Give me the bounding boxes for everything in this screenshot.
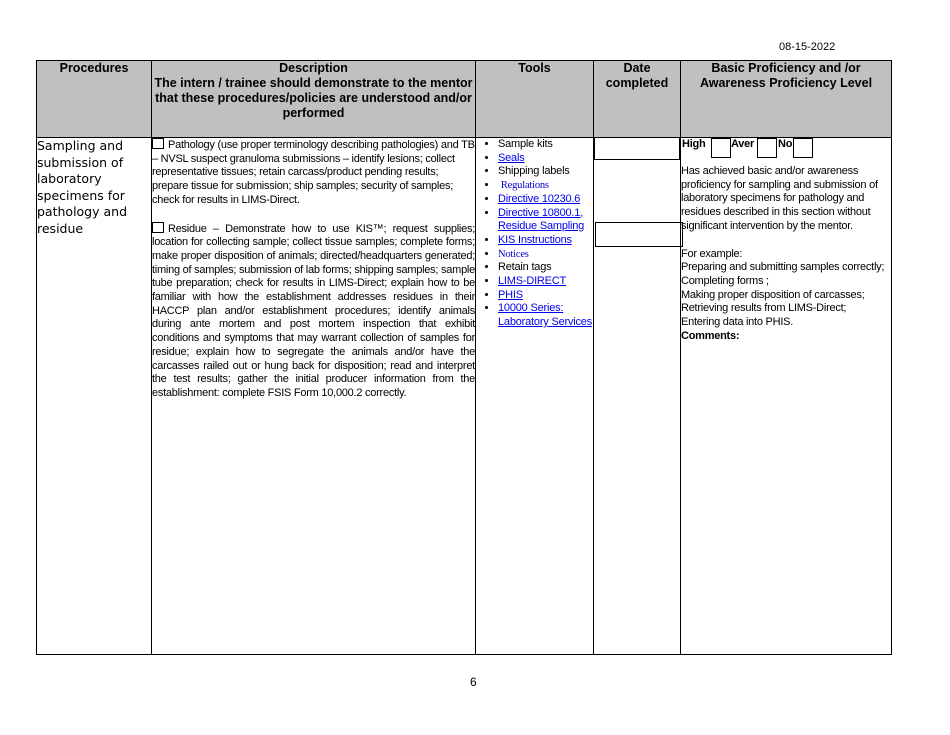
comments-label: Comments:: [681, 329, 740, 342]
lims-direct-link[interactable]: LIMS-DIRECT: [498, 275, 567, 288]
tool-kis-item: [498, 234, 593, 248]
tool-notices-item: [498, 248, 593, 262]
proficiency-levels: [681, 138, 891, 160]
description-cell: [152, 138, 476, 655]
tool-phis-item: [498, 289, 593, 303]
proficiency-cell: [681, 138, 892, 655]
example-item: Making proper disposition of carcasses;: [681, 288, 865, 301]
residue-text: Residue – Demonstrate how to use KIS™; request supplies; location for collecting sample; collect tissue samples; complete forms; make proper disposition of animals; directed/headquarters generated; timing of samples; submission of lab forms; shipping samples; sample tube preparation; check for results in LIMS-Direct; explain how to be familiar with how the establishment addresses residues in their HACCP plan and/or establishment procedures; identify animals during ante mortem and post mortem inspection that exhibit conditions and symptoms that may warrant collection of samples for residue; explain how to segregate the animals and/or have the carcasses railed out or hung back for disposition; read and interpret the test results; gather the initial producer information from the establishment: complete FSIS Form 10,000.2 correctly.: [152, 222, 475, 399]
date-field-pathology[interactable]: [594, 138, 680, 160]
level-high-box[interactable]: [711, 138, 731, 158]
header-procedures: Procedures: [37, 61, 152, 138]
procedures-table: [36, 60, 892, 655]
phis-link[interactable]: PHIS: [498, 288, 523, 301]
tool-shipping-labels: • Shipping labels: [498, 165, 593, 179]
level-no-label: No: [778, 138, 793, 150]
date-field-residue[interactable]: [595, 222, 683, 247]
directive-10230-link[interactable]: Directive 10230.6: [498, 192, 581, 205]
header-tools: Tools: [476, 61, 594, 138]
seals-link[interactable]: Seals: [498, 151, 525, 164]
pathology-checkbox[interactable]: [152, 138, 164, 149]
header-description-subtitle: The intern / trainee should demonstrate to the mentor that these procedures/policies are understood and/or performed: [154, 76, 473, 120]
level-high-label: High: [682, 138, 706, 150]
tools-cell: [476, 138, 594, 655]
procedure-cell: Sampling and submission of laboratory specimens for pathology and residue: [37, 138, 152, 655]
level-no-box[interactable]: [793, 138, 813, 158]
tool-directive-10230-item: [498, 193, 593, 207]
tool-seals-item: [498, 152, 593, 166]
tool-lims-item: [498, 275, 593, 289]
residue-checkbox[interactable]: [152, 222, 164, 233]
pathology-text: Pathology (use proper terminology describing pathologies) and TB – NVSL suspect granuloma submissions – identify lesions; collect representative tissues; retain carcass/product pending results; prepare tissue for submission; ship samples; security of samples; check for results in LIMS-Direct.: [152, 139, 475, 206]
notices-link[interactable]: Notices: [498, 248, 529, 260]
tool-sample-kits: • Sample kits: [498, 138, 593, 152]
document-date: 08-15-2022: [779, 41, 836, 53]
tool-directive-10800-item: [498, 207, 593, 234]
date-completed-cell: [594, 138, 681, 655]
example-label: For example:: [681, 247, 743, 260]
header-proficiency: Basic Proficiency and /or Awareness Proficiency Level: [681, 61, 892, 138]
example-item: Retrieving results from LIMS-Direct;: [681, 302, 847, 315]
pathology-item: [152, 138, 475, 208]
example-item: Entering data into PHIS.: [681, 316, 794, 329]
kis-instructions-link[interactable]: KIS Instructions: [498, 233, 572, 246]
table-header-row: [37, 61, 892, 138]
level-average-label: Aver: [731, 138, 755, 150]
example-item: Completing forms ;: [681, 274, 769, 287]
table-row: [37, 138, 892, 655]
tool-retain-tags: • Retain tags: [498, 261, 593, 275]
page-number: 6: [470, 675, 477, 689]
regulations-link[interactable]: Regulations: [500, 180, 549, 192]
series-10000-link[interactable]: 10000 Series: Laboratory Services: [498, 302, 593, 329]
header-description-title: Description: [279, 61, 348, 75]
proficiency-statement: Has achieved basic and/or awareness proficiency for sampling and submission of laboratory specimens for pathology and residues described in this section without significant intervention by the mentor.: [681, 165, 878, 232]
residue-item: [152, 222, 475, 401]
header-description: [152, 61, 476, 138]
example-item: Preparing and submitting samples correctly;: [681, 261, 885, 274]
tool-10000-series-item: [498, 302, 593, 329]
header-date-completed: Date completed: [594, 61, 681, 138]
tool-regulations-item: [498, 179, 593, 193]
directive-10800-link[interactable]: Directive 10800.1, Residue Sampling: [498, 206, 585, 233]
level-average-box[interactable]: [757, 138, 777, 158]
tools-list: [476, 138, 593, 330]
